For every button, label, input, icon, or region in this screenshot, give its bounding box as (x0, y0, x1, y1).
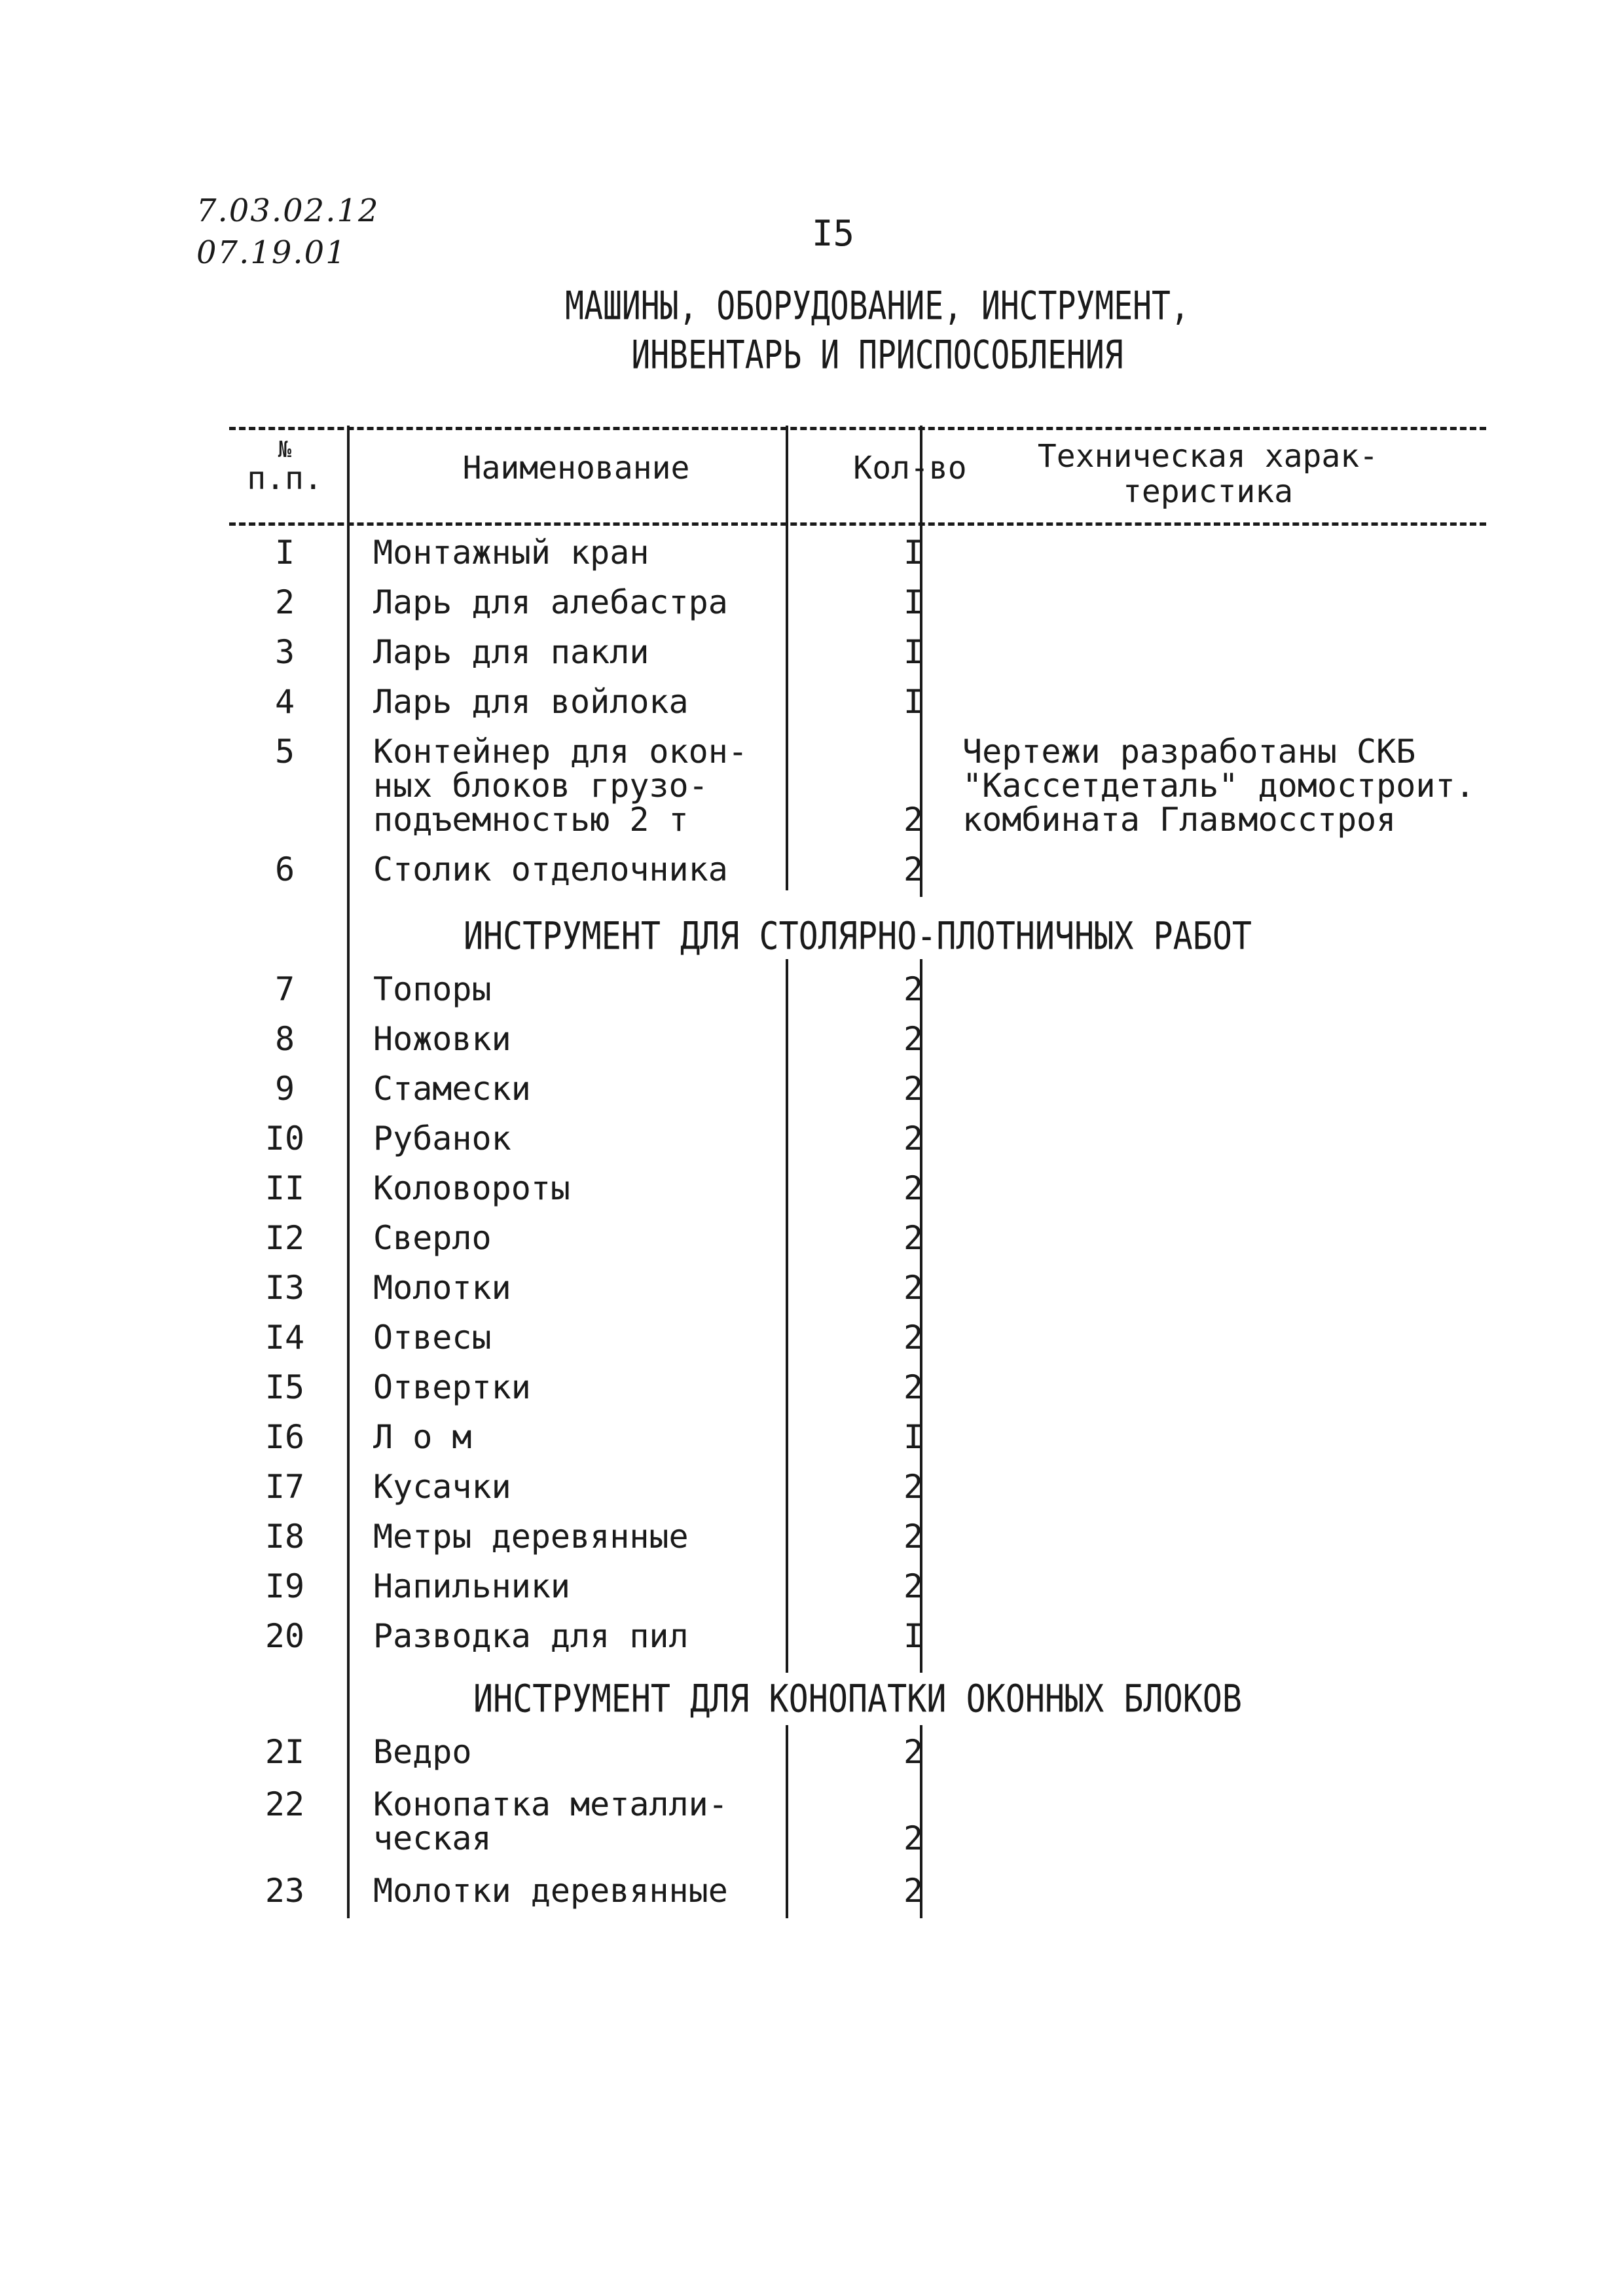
row-name: Столик отделочника (373, 850, 728, 888)
title-line-1: МАШИНЫ, ОБОРУДОВАНИЕ, ИНСТРУМЕНТ, (565, 283, 1190, 329)
row-name: Молотки деревянные (373, 1872, 728, 1910)
row-number: 3 (274, 633, 295, 671)
row-name: Ларь для пакли (373, 633, 649, 671)
section-heading-caulking: ИНСТРУМЕНТ ДЛЯ КОНОПАТКИ ОКОННЫХ БЛОКОВ (473, 1677, 1242, 1721)
header-name: Наименование (462, 450, 690, 486)
row-quantity: 2 (903, 1269, 924, 1307)
column-rule-spec-b (920, 959, 922, 1673)
row-quantity: I (903, 534, 924, 572)
row-quantity: 2 (903, 1819, 924, 1857)
document-code-line-2: 07.19.01 (196, 234, 347, 271)
row-name: Ларь для войлока (373, 683, 689, 721)
row-number: 9 (274, 1070, 295, 1108)
row-quantity: 2 (903, 1020, 924, 1058)
row-quantity: 2 (903, 1120, 924, 1157)
header-num-symbol: № (278, 437, 292, 463)
row-name: Ножовки (373, 1020, 511, 1058)
row-name: Отвесы (373, 1319, 492, 1357)
page-title (458, 282, 1296, 380)
row-name: Метры деревянные (373, 1518, 689, 1556)
document-code-line-1: 7.03.02.12 (196, 192, 380, 229)
row-number: 2 (274, 583, 295, 621)
row-number: I5 (264, 1368, 305, 1406)
row-quantity: 2 (903, 1070, 924, 1108)
row-name: Монтажный кран (373, 534, 649, 572)
column-rule-qty-b (786, 959, 788, 1673)
row-number: I0 (264, 1120, 305, 1157)
row-number: I9 (264, 1567, 305, 1605)
row-quantity: 2 (903, 1468, 924, 1506)
row-number: I (274, 534, 295, 572)
row-quantity: 2 (903, 1169, 924, 1207)
row-name: Ведро (373, 1733, 472, 1771)
row-name: Молотки (373, 1269, 511, 1307)
row-number: 2I (264, 1733, 305, 1771)
row-name: Отвертки (373, 1368, 531, 1406)
header-spec (930, 439, 1486, 509)
row-name: Ларь для алебастра (373, 583, 728, 621)
document-code (196, 190, 380, 274)
page-number: I5 (812, 213, 855, 254)
row-quantity: I (903, 1418, 924, 1456)
row-quantity: 2 (903, 850, 924, 888)
row-name: Рубанок (373, 1120, 511, 1157)
section-heading-carpentry: ИНСТРУМЕНТ ДЛЯ СТОЛЯРНО-ПЛОТНИЧНЫХ РАБОТ (463, 914, 1252, 958)
title-line-2: ИНВЕНТАРЬ И ПРИСПОСОБЛЕНИЯ (631, 332, 1123, 378)
row-number: 5 (274, 733, 295, 771)
table-header-rule (229, 522, 1486, 526)
table-header (229, 419, 1486, 537)
row-number: I2 (264, 1219, 305, 1257)
row-name: Напильники (373, 1567, 571, 1605)
row-number: 8 (274, 1020, 295, 1058)
row-number: 23 (264, 1872, 305, 1910)
row-quantity: 2 (903, 1368, 924, 1406)
row-name: Разводка для пил (373, 1617, 689, 1655)
row-number: I7 (264, 1468, 305, 1506)
row-quantity: I (903, 683, 924, 721)
row-name: Кусачки (373, 1468, 511, 1506)
row-quantity: I (903, 1617, 924, 1655)
row-quantity: 2 (903, 1319, 924, 1357)
row-number: 20 (264, 1617, 305, 1655)
row-name: Коловороты (373, 1169, 571, 1207)
row-number: II (264, 1169, 305, 1207)
row-name: Контейнер для окон- ных блоков грузо- подъемностью 2 т (373, 733, 748, 839)
header-qty: Кол-во (853, 450, 967, 486)
row-quantity: I (903, 633, 924, 671)
row-name: Топоры (373, 970, 492, 1008)
row-number: I6 (264, 1418, 305, 1456)
header-spec-line-2: теристика (1122, 473, 1294, 510)
row-quantity: I (903, 583, 924, 621)
row-quantity: 2 (903, 1872, 924, 1910)
row-number: 22 (264, 1785, 305, 1823)
row-quantity: 2 (903, 1567, 924, 1605)
row-quantity: 2 (903, 970, 924, 1008)
row-quantity: 2 (903, 801, 924, 839)
row-number: 7 (274, 970, 295, 1008)
row-quantity: 2 (903, 1518, 924, 1556)
row-number: 4 (274, 683, 295, 721)
header-num-label: п.п. (247, 460, 323, 497)
row-number: I8 (264, 1518, 305, 1556)
row-quantity: 2 (903, 1219, 924, 1257)
header-num (229, 439, 340, 496)
row-number: I3 (264, 1269, 305, 1307)
row-name: Конопатка металли- ческая (373, 1785, 728, 1857)
row-quantity: 2 (903, 1733, 924, 1771)
row-specification: Чертежи разработаны СКБ "Кассетдеталь" домостроит. комбината Главмосстроя (962, 733, 1475, 839)
row-name: Л о м (373, 1418, 472, 1456)
header-spec-line-1: Техническая харак- (1037, 438, 1379, 475)
row-number: I4 (264, 1319, 305, 1357)
row-number: 6 (274, 850, 295, 888)
row-name: Стамески (373, 1070, 531, 1108)
row-name: Сверло (373, 1219, 492, 1257)
